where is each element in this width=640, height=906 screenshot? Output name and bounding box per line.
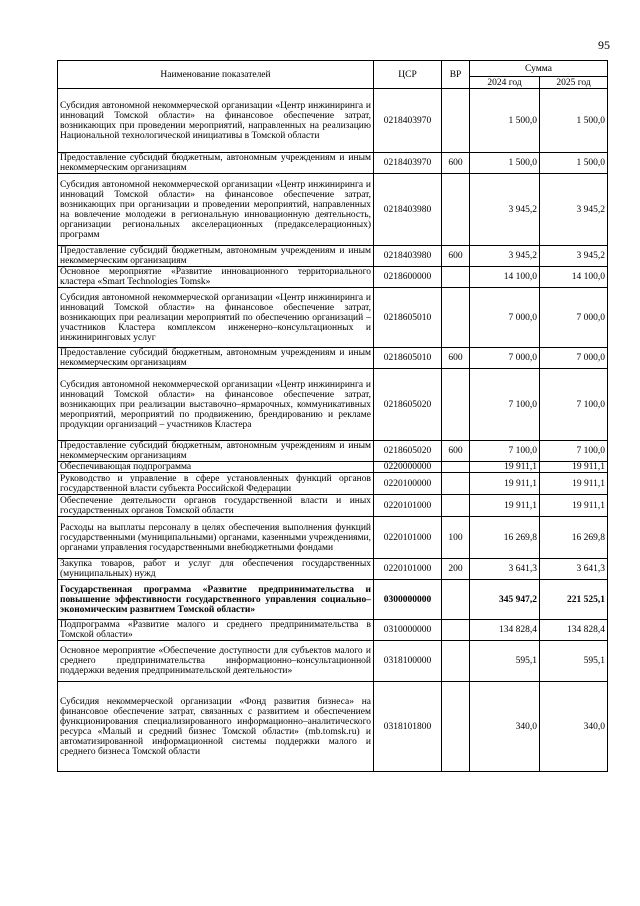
table-row: [58, 462, 608, 473]
row-csr-code: 0218403980: [374, 174, 442, 246]
row-sum-2025: 7 100,0: [540, 369, 608, 441]
table-row: [58, 682, 608, 772]
table-row: [58, 473, 608, 495]
row-vr-code: [442, 682, 470, 772]
row-sum-2024: 19 911,1: [470, 473, 540, 495]
row-csr-code: 0218605020: [374, 441, 442, 462]
row-vr-code: [442, 267, 470, 288]
row-name: Закупка товаров, работ и услуг для обеспечения государственных (муниципальных) нужд: [58, 559, 374, 580]
row-csr-code: 0218403970: [374, 153, 442, 174]
row-sum-2025: 3 945,2: [540, 174, 608, 246]
table-row: [58, 153, 608, 174]
row-vr-code: [442, 89, 470, 153]
row-vr-code: [442, 620, 470, 641]
row-sum-2025: 221 525,1: [540, 580, 608, 620]
row-vr-code: [442, 174, 470, 246]
row-name: Субсидия автономной некоммерческой организации «Центр инжиниринга и инноваций Томской области» на финансовое обеспечение затрат, возникающих при реализации мероприятий по обеспечению организаций – участников Кластера комплексом инженерно–консультационных и инжиниринговых услуг: [58, 288, 374, 348]
row-name: Предоставление субсидий бюджетным, автономным учреждениям и иным некоммерческим организациям: [58, 441, 374, 462]
row-vr-code: [442, 473, 470, 495]
row-sum-2024: 345 947,2: [470, 580, 540, 620]
row-sum-2025: 7 100,0: [540, 441, 608, 462]
table-header: [58, 61, 608, 89]
row-name: Расходы на выплаты персоналу в целях обеспечения выполнения функций государственными (муниципальными) органами, казенными учреждениями, органами управления государственными внебюджетными фондами: [58, 517, 374, 559]
row-sum-2025: 19 911,1: [540, 473, 608, 495]
row-sum-2025: 1 500,0: [540, 89, 608, 153]
row-name: Основное мероприятие «Развитие инновационного территориального кластера «Smart Technologies Tomsk»: [58, 267, 374, 288]
table-row: [58, 174, 608, 246]
row-sum-2025: 595,1: [540, 641, 608, 682]
row-vr-code: 200: [442, 559, 470, 580]
row-csr-code: 0218403980: [374, 246, 442, 267]
header-year-2024: 2024 год: [470, 77, 540, 89]
row-csr-code: 0220101000: [374, 559, 442, 580]
table-row: [58, 288, 608, 348]
row-sum-2024: 19 911,1: [470, 495, 540, 517]
row-vr-code: 600: [442, 153, 470, 174]
row-name: Руководство и управление в сфере установленных функций органов государственной власти субъекта Российской Федерации: [58, 473, 374, 495]
row-sum-2024: 14 100,0: [470, 267, 540, 288]
row-sum-2024: 595,1: [470, 641, 540, 682]
row-vr-code: [442, 369, 470, 441]
table-row: [58, 641, 608, 682]
row-csr-code: 0310000000: [374, 620, 442, 641]
table-row: [58, 267, 608, 288]
row-vr-code: [442, 462, 470, 473]
table-row: [58, 559, 608, 580]
row-sum-2024: 19 911,1: [470, 462, 540, 473]
row-sum-2025: 340,0: [540, 682, 608, 772]
table-row: [58, 89, 608, 153]
row-name: Обеспечивающая подпрограмма: [58, 462, 374, 473]
row-sum-2024: 3 641,3: [470, 559, 540, 580]
row-name: Основное мероприятие «Обеспечение доступности для субъектов малого и среднего предпринимательства информационно–консультационной поддержки ведения предпринимательской деятельности»: [58, 641, 374, 682]
row-csr-code: 0220101000: [374, 517, 442, 559]
row-sum-2025: 134 828,4: [540, 620, 608, 641]
row-name: Субсидия автономной некоммерческой организации «Центр инжиниринга и инноваций Томской области» на финансовое обеспечение затрат, возникающих при проведении мероприятий, направленных на реализацию Национальной технологической инициативы в Томской области: [58, 89, 374, 153]
row-name: Обеспечение деятельности органов государственной власти и иных государственных органов Томской области: [58, 495, 374, 517]
row-sum-2025: 16 269,8: [540, 517, 608, 559]
row-csr-code: 0318101800: [374, 682, 442, 772]
row-csr-code: 0220100000: [374, 473, 442, 495]
header-vr: ВР: [442, 61, 470, 89]
row-name: Предоставление субсидий бюджетным, автономным учреждениям и иным некоммерческим организациям: [58, 153, 374, 174]
row-csr-code: 0218605020: [374, 369, 442, 441]
row-vr-code: 100: [442, 517, 470, 559]
table-row: [58, 620, 608, 641]
table-row: [58, 246, 608, 267]
row-vr-code: [442, 495, 470, 517]
row-csr-code: 0220000000: [374, 462, 442, 473]
row-name: Предоставление субсидий бюджетным, автономным учреждениям и иным некоммерческим организациям: [58, 348, 374, 369]
row-csr-code: 0218600000: [374, 267, 442, 288]
page-number: 95: [598, 38, 610, 52]
row-vr-code: 600: [442, 246, 470, 267]
row-name: Субсидия автономной некоммерческой организации «Центр инжиниринга и инноваций Томской области» на финансовое обеспечение затрат, возникающих при организации и проведении мероприятий, направленных на вовлечение молодежи в региональную инновационную деятельность, организации региональных акселерационных (предакселерационных) программ: [58, 174, 374, 246]
row-name: Предоставление субсидий бюджетным, автономным учреждениям и иным некоммерческим организациям: [58, 246, 374, 267]
row-csr-code: 0220101000: [374, 495, 442, 517]
header-sum: Сумма: [470, 61, 608, 77]
row-csr-code: 0218605010: [374, 348, 442, 369]
row-vr-code: 600: [442, 348, 470, 369]
row-name: Подпрограмма «Развитие малого и среднего предпринимательства в Томской области»: [58, 620, 374, 641]
row-sum-2025: 3 945,2: [540, 246, 608, 267]
table-row: [58, 441, 608, 462]
row-sum-2025: 19 911,1: [540, 495, 608, 517]
row-sum-2024: 134 828,4: [470, 620, 540, 641]
row-name: Субсидия автономной некоммерческой организации «Центр инжиниринга и инноваций Томской области» на финансовое обеспечение затрат, возникающих при реализации выставочно–ярмарочных, коммуникативных мероприятий, мероприятий по продвижению, брендированию и рекламе продукции организаций – участников Кластера: [58, 369, 374, 441]
budget-table: [57, 60, 608, 772]
row-sum-2025: 7 000,0: [540, 288, 608, 348]
header-name: Наименование показателей: [58, 61, 374, 89]
row-sum-2024: 1 500,0: [470, 153, 540, 174]
row-sum-2025: 3 641,3: [540, 559, 608, 580]
row-sum-2024: 7 100,0: [470, 441, 540, 462]
row-csr-code: 0218605010: [374, 288, 442, 348]
row-sum-2024: 3 945,2: [470, 246, 540, 267]
table-row: [58, 517, 608, 559]
table-row: [58, 369, 608, 441]
table-row: [58, 495, 608, 517]
row-vr-code: [442, 580, 470, 620]
row-sum-2024: 3 945,2: [470, 174, 540, 246]
row-sum-2024: 7 000,0: [470, 288, 540, 348]
row-sum-2024: 340,0: [470, 682, 540, 772]
row-csr-code: 0300000000: [374, 580, 442, 620]
table-body: [58, 89, 608, 772]
row-csr-code: 0318100000: [374, 641, 442, 682]
row-csr-code: 0218403970: [374, 89, 442, 153]
row-sum-2025: 1 500,0: [540, 153, 608, 174]
header-csr: ЦСР: [374, 61, 442, 89]
table-row: [58, 348, 608, 369]
row-sum-2024: 7 100,0: [470, 369, 540, 441]
row-sum-2025: 14 100,0: [540, 267, 608, 288]
row-sum-2025: 19 911,1: [540, 462, 608, 473]
row-vr-code: 600: [442, 441, 470, 462]
row-vr-code: [442, 288, 470, 348]
row-name: Субсидия некоммерческой организации «Фонд развития бизнеса» на финансовое обеспечение затрат, связанных с развитием и обеспечением функционирования специализированного информационно–аналитического ресурса «Малый и средний бизнес Томской области» (mb.tomsk.ru) и автоматизированной информационной системы поддержки малого и среднего бизнеса Томской области: [58, 682, 374, 772]
row-sum-2024: 7 000,0: [470, 348, 540, 369]
row-vr-code: [442, 641, 470, 682]
row-sum-2025: 7 000,0: [540, 348, 608, 369]
header-year-2025: 2025 год: [540, 77, 608, 89]
row-name: Государственная программа «Развитие предпринимательства и повышение эффективности государственного управления социально–экономическим развитием Томской области»: [58, 580, 374, 620]
row-sum-2024: 1 500,0: [470, 89, 540, 153]
table-row: [58, 580, 608, 620]
row-sum-2024: 16 269,8: [470, 517, 540, 559]
